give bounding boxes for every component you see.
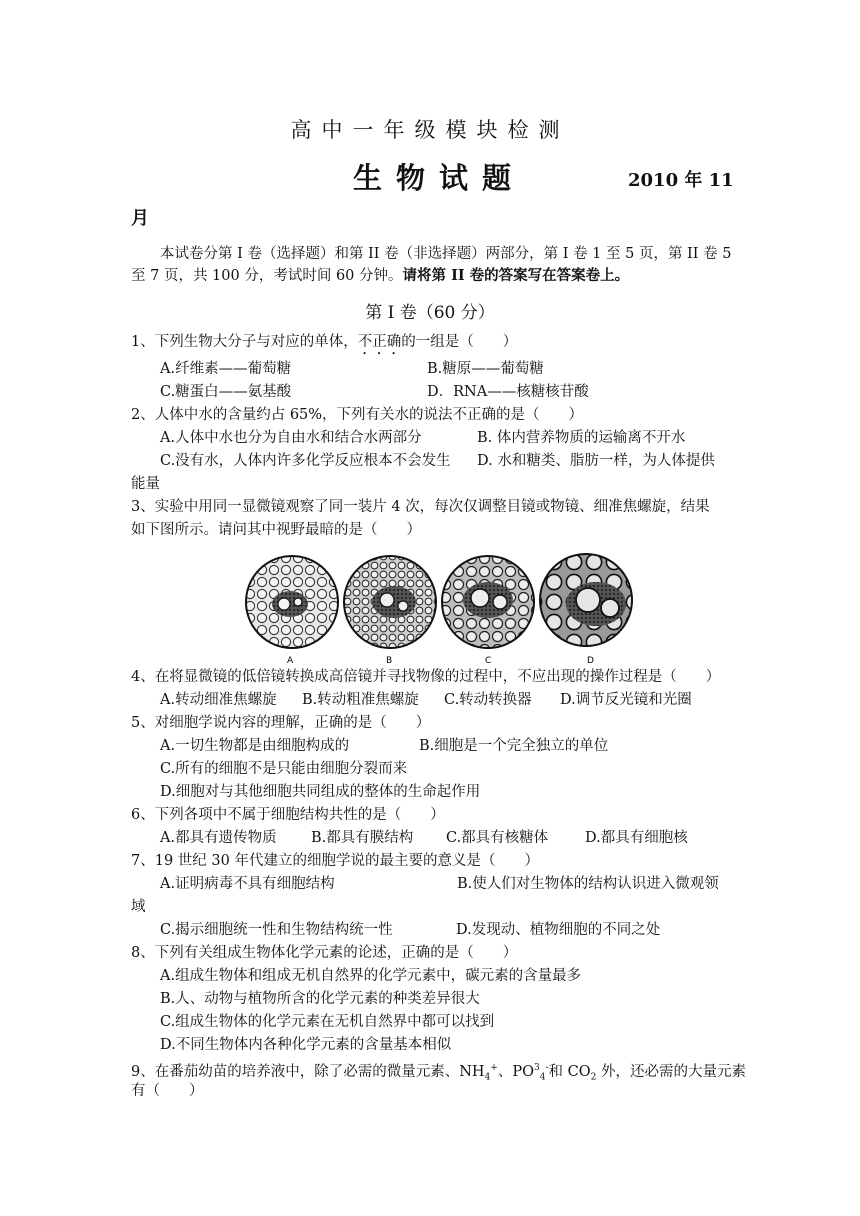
q1-option-d: D．RNA——核糖核苷酸 bbox=[427, 384, 589, 400]
q9-stem-mid-1: 、PO bbox=[497, 1063, 534, 1080]
q8-option-b: B.人、动物与植物所含的化学元素的种类差异很大 bbox=[160, 991, 480, 1007]
q5-option-c: C.所有的细胞不是只能由细胞分裂而来 bbox=[160, 761, 408, 777]
q1-stem-emphasis: 不正确 bbox=[357, 334, 402, 350]
intro-line-2-bold: 请将第 II 卷的答案写在答案卷上。 bbox=[402, 267, 630, 284]
exam-date: 2010 年 11 bbox=[628, 170, 734, 191]
question-6-stem: 6、下列各项中不属于细胞结构共性的是（ ） bbox=[131, 807, 445, 823]
q1-stem-pre: 1、下列生物大分子与对应的单体， bbox=[131, 334, 358, 350]
q9-stem-mid-2: 和 CO bbox=[548, 1063, 591, 1080]
q2-option-d: D. 水和糖类、脂肪一样，为人体提供 bbox=[477, 453, 715, 469]
question-9-stem-continued: 有（ ） bbox=[131, 1083, 204, 1099]
figure-label-b: B bbox=[386, 656, 393, 666]
q8-option-c: C.组成生物体的化学元素在无机自然界中都可以找到 bbox=[160, 1014, 495, 1030]
microscope-field-c bbox=[442, 556, 534, 648]
question-8-stem: 8、下列有关组成生物体化学元素的论述，正确的是（ ） bbox=[131, 945, 518, 961]
section-title: 第 I 卷（60 分） bbox=[365, 303, 495, 323]
question-7-stem: 7、19 世纪 30 年代建立的细胞学说的最主要的意义是（ ） bbox=[131, 853, 539, 869]
q5-option-a: A.一切生物都是由细胞构成的 bbox=[160, 738, 350, 754]
q8-option-a: A.组成生物体和组成无机自然界的化学元素中，碳元素的含量最多 bbox=[160, 968, 582, 984]
exam-title: 高中一年级模块检测 bbox=[290, 118, 570, 142]
q9-sup-3: - bbox=[545, 1063, 549, 1073]
q4-option-b: B.转动粗准焦螺旋 bbox=[302, 692, 419, 708]
q7-option-a: A.证明病毒不具有细胞结构 bbox=[160, 876, 335, 892]
q1-option-c: C.糖蛋白——氨基酸 bbox=[160, 384, 292, 400]
figure-label-a: A bbox=[287, 656, 294, 666]
intro-line-2-text: 至 7 页，共 100 分，考试时间 60 分钟。 bbox=[131, 268, 403, 284]
question-1-stem bbox=[131, 332, 517, 358]
intro-line-2 bbox=[131, 266, 629, 286]
q1-stem-post: 的一组是（ ） bbox=[401, 334, 518, 350]
exam-date-continued: 月 bbox=[131, 208, 149, 229]
intro-line-1: 本试卷分第 I 卷（选择题）和第 II 卷（非选择题）两部分，第 I 卷 1 至 5 页，第 II 卷 5 bbox=[160, 246, 732, 262]
q4-option-a: A.转动细准焦螺旋 bbox=[160, 692, 277, 708]
microscope-field-b bbox=[344, 556, 436, 648]
q6-option-b: B.都具有膜结构 bbox=[311, 830, 414, 846]
q9-sub-1: 4 bbox=[484, 1072, 491, 1083]
microscope-field-figure bbox=[244, 552, 636, 666]
q4-option-c: C.转动转换器 bbox=[444, 692, 532, 708]
q6-option-c: C.都具有核糖体 bbox=[446, 830, 549, 846]
q2-option-c: C.没有水，人体内许多化学反应根本不会发生 bbox=[160, 453, 451, 469]
question-5-stem: 5、对细胞学说内容的理解，正确的是（ ） bbox=[131, 715, 431, 731]
question-3-stem-line-2: 如下图所示。请问其中视野最暗的是（ ） bbox=[131, 522, 421, 538]
question-2-stem: 2、人体中水的含量约占 65%，下列有关水的说法不正确的是（ ） bbox=[131, 407, 584, 423]
q2-option-d-continued: 能量 bbox=[131, 476, 160, 492]
q5-option-d: D.细胞对与其他细胞共同组成的整体的生命起作用 bbox=[160, 784, 481, 800]
microscope-field-d bbox=[540, 554, 632, 646]
q5-option-b: B.细胞是一个完全独立的单位 bbox=[419, 738, 609, 754]
q9-stem-pre: 9、在番茄幼苗的培养液中，除了必需的微量元素、NH bbox=[131, 1063, 485, 1080]
q6-option-a: A.都具有遗传物质 bbox=[160, 830, 277, 846]
q4-option-d: D.调节反光镜和光圈 bbox=[560, 692, 692, 708]
q9-sub-2: 4 bbox=[539, 1072, 546, 1083]
q2-option-a: A.人体中水也分为自由水和结合水两部分 bbox=[160, 430, 422, 446]
q7-option-b: B.使人们对生物体的结构认识进入微观领 bbox=[457, 876, 719, 892]
q1-option-a: A.纤维素——葡萄糖 bbox=[160, 361, 292, 377]
q7-option-c: C.揭示细胞统一性和生物结构统一性 bbox=[160, 922, 393, 938]
q9-sub-3: 2 bbox=[590, 1072, 597, 1083]
q7-option-b-continued: 域 bbox=[131, 899, 146, 915]
q8-option-d: D.不同生物体内各种化学元素的含量基本相似 bbox=[160, 1037, 452, 1053]
subject-title: 生物试题 bbox=[353, 161, 526, 195]
q9-sup-2: 3 bbox=[534, 1063, 540, 1073]
question-4-stem: 4、在将显微镜的低倍镜转换成高倍镜并寻找物像的过程中，不应出现的操作过程是（ ） bbox=[131, 669, 721, 685]
q9-sup-1: + bbox=[490, 1063, 498, 1073]
question-3-stem-line-1: 3、实验中用同一显微镜观察了同一装片 4 次，每次仅调整目镜或物镜、细准焦螺旋，结果 bbox=[131, 499, 710, 515]
q7-option-d: D.发现动、植物细胞的不同之处 bbox=[456, 922, 661, 938]
q6-option-d: D.都具有细胞核 bbox=[585, 830, 688, 846]
q1-option-b: B.糖原——葡萄糖 bbox=[427, 361, 544, 377]
microscope-field-a bbox=[246, 556, 338, 648]
question-9-stem bbox=[131, 1058, 746, 1088]
q9-stem-post: 外，还必需的大量元素 bbox=[596, 1063, 746, 1080]
figure-label-c: C bbox=[485, 656, 492, 666]
q2-option-b: B. 体内营养物质的运输离不开水 bbox=[477, 430, 686, 446]
figure-label-d: D bbox=[587, 656, 594, 666]
